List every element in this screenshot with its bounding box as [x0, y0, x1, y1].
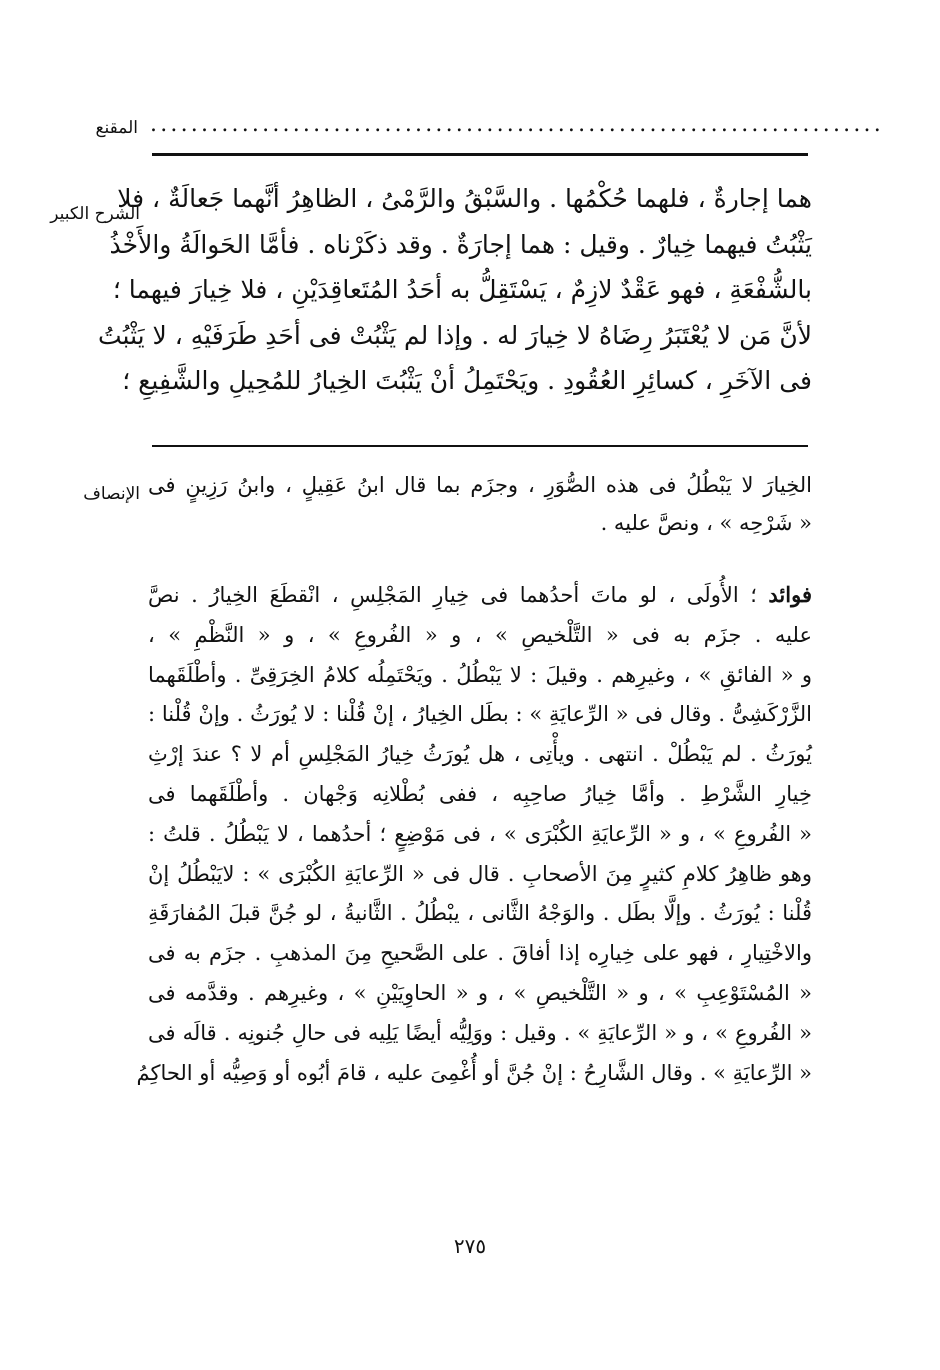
header-rule: [152, 153, 808, 156]
fawaid-line: عليه . جزَم به فى « التَّلْخيصِ » ، و « الفُروعِ » ، و « النَّظْمِ » ،: [148, 622, 812, 647]
sharh-line: بالشُّفْعَةِ ، فهو عَقْدٌ لازِمٌ ، يَسْتَقِلُّ به أحَدُ المُتَعاقِدَيْنِ ، فلا خِيارَ فيهما ؛: [112, 275, 812, 304]
fawaid-line: و « الفائقِ » ، وغيرِهم . وقيلَ : لا يَبْطُلُ . ويَحْتَمِلُه كلامُ الخِرَقِىِّ . وأطْلَقَهما: [148, 662, 812, 687]
book-title-header: المقنع: [95, 118, 138, 138]
sharh-line: لأنَّ مَن لا يُعْتَبَرُ رِضَاهُ لا خِيارَ له . وإذا لم يَثْبُتْ فى أحَدِ طَرَفَيْهِ ، لا يَثْبُتُ: [98, 320, 812, 350]
insaf-section-label: الإنصاف: [83, 484, 140, 504]
fawaid-line: والاخْتِيارِ ، فهو على خِيارِه إذا أفاقَ . على الصَّحيحِ مِنَ المذهبِ . جزَم به فى: [148, 941, 812, 966]
fawaid-heading: فوائد: [768, 582, 812, 607]
fawaid-line: خِيارِ الشَّرْطِ . وأمَّا خِيارُ صاحِبِه ، ففى بُطْلانِه وَجْهان . وأطْلَقَهما فى: [148, 781, 812, 806]
fawaid-text-block: [136, 575, 812, 1093]
sharh-line: فى الآخَرِ ، كسائِرِ العُقُودِ . ويَحْتَمِلُ أنْ يَثْبُتَ الخِيارُ للمُحِيلِ والشَّفِيعِ ؛: [122, 366, 812, 395]
fawaid-line: قُلْنا : يُورَثُ . وإلَّا بطَل . والوَجْهُ الثَّانى ، يبْطُلُ . الثَّانيةُ ، لو جُنَّ قبلَ المُفارَقَةِ: [148, 901, 812, 926]
fawaid-line: يُورَثُ . لم يَبْطُلْ . انتهى . ويأْتِى ، هل يُورَثُ خِيارُ المَجْلِسِ أم لا ؟ عندَ إرْثِ: [148, 742, 812, 767]
sharh-line: يَثْبُتُ فيهما خِيارٌ . وقيل : هما إجارَةٌ . وقد ذكَرْناه . فأمَّا الحَوالَةُ والأَخْذُ: [109, 229, 812, 259]
fawaid-line: « الفُروعِ » ، و « الرِّعايَةِ » . وقيل : ووَلِيُّه أيضًا يَلِيه فى حالِ جُنونِه . قالَه فى: [148, 1020, 812, 1045]
page-number: ٢٧٥: [453, 1234, 487, 1258]
fawaid-first-line-text: ؛ الأُولَى ، لو ماتَ أحدُهما فى خِيارِ المَجْلِسِ ، انْقطَعَ الخِيارُ . نصَّ: [148, 583, 769, 607]
section-divider: [152, 445, 808, 447]
fawaid-line: « الرِّعايَةِ » . وقال الشَّارِحُ : إنْ جُنَّ أو أُغْمِىَ عليه ، قامَ أبُوه أو وَصِيُّه أو الحاكِمُ: [136, 1060, 812, 1085]
insaf-text-block: [148, 466, 812, 542]
sharh-text-block: [98, 176, 812, 404]
fawaid-first-line: [148, 575, 812, 616]
fawaid-line: « الفُروعِ » ، و « الرِّعايَةِ الكُبْرَى » ، فى مَوْضِعٍ ؛ أحدُهما ، لا يَبْطُلُ . قلتُ :: [148, 821, 812, 846]
fawaid-line: وهو ظاهِرُ كلامِ كثيرٍ مِنَ الأصحابِ . قال فى « الرِّعايَةِ الكُبْرَى » : لايَبْطُلُ إنْ: [148, 861, 812, 886]
header-dotted-leader: ........................................................................: [150, 112, 884, 137]
sharh-section-label: الشرح الكبير: [50, 204, 140, 224]
insaf-line: « شَرْحِه » ، ونصَّ عليه .: [600, 511, 812, 535]
sharh-line: هما إجارةٌ ، فلهما حُكْمُها . والسَّبْقُ والرَّمْىُ ، الظاهِرُ أنَّهما جَعالَةٌ ، فلا: [117, 184, 812, 213]
fawaid-line: الزَّرْكَشِىُّ . وقال فى « الرِّعايَةِ » : بطَل الخِيارُ ، إنْ قُلْنا : لا يُورَثُ . وإنْ قُلْنا :: [148, 702, 812, 727]
insaf-line: الخِيارَ لا يَبْطُلُ فى هذه الصُّوَرِ ، وجزَم بما قال ابنُ عَقِيلٍ ، وابنُ رَزِينٍ فى: [148, 473, 812, 497]
fawaid-line: « المُسْتَوْعِبِ » ، و « التَّلْخيصِ » ، و « الحاوِيَيْنِ » ، وغيرِهم . وقدَّمه فى: [148, 980, 812, 1005]
